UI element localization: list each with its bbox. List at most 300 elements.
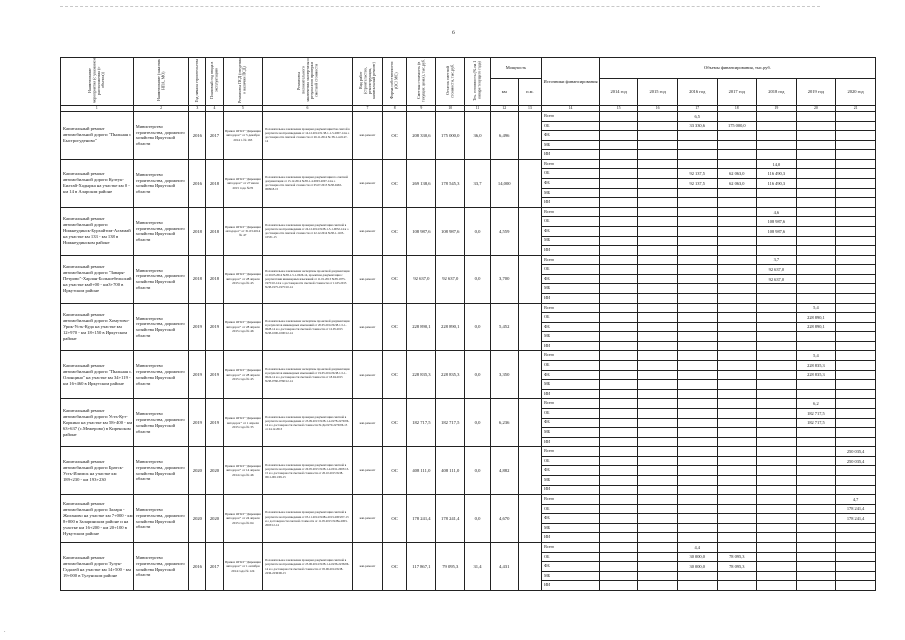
funding-value	[757, 437, 797, 447]
funding-value	[836, 179, 876, 189]
ownership: ОС	[382, 447, 407, 495]
funding-value	[717, 217, 757, 227]
funding-value	[599, 112, 637, 122]
funding-value	[599, 428, 637, 438]
psd-details: Приказ ОГКУ "Дирекция автодорог" от 28 апреля 2015 года № 45	[223, 255, 263, 303]
psd-details: Приказ ОГКУ "Дирекция автодорог" от 5 декабря 2014 г. № 163	[223, 112, 263, 160]
project-name: Капитальный ремонт автомобильной дороги "Пыльная с Быстрогуденово"	[61, 112, 134, 160]
funding-value	[836, 226, 876, 236]
funding-value: 178 241,4	[836, 514, 876, 524]
funding-value	[796, 246, 836, 256]
header-year-2017: 2017 год	[717, 79, 757, 106]
funding-value	[757, 543, 797, 553]
funding-value	[836, 562, 876, 572]
funding-source: Всего	[542, 447, 600, 457]
estimate-cost: 228 835,3	[407, 351, 436, 399]
funding-value	[796, 380, 836, 390]
funding-value	[638, 428, 678, 438]
funding-value	[757, 514, 797, 524]
funding-value	[836, 121, 876, 131]
funding-source: МБ	[542, 571, 600, 581]
funding-value	[796, 533, 836, 543]
funding-value	[836, 313, 876, 323]
funding-value	[757, 562, 797, 572]
funding-source: ФБ	[542, 179, 600, 189]
column-number: 7	[352, 106, 382, 112]
header-year-2014: 2014 год	[599, 79, 637, 106]
ownership: ОС	[382, 255, 407, 303]
funding-value	[599, 150, 637, 160]
funding-value	[796, 523, 836, 533]
funding-value	[638, 408, 678, 418]
funding-value	[757, 475, 797, 485]
funding-source: ИИ	[542, 198, 600, 208]
funding-value	[599, 169, 637, 179]
funding-value	[796, 581, 836, 591]
funding-value	[599, 246, 637, 256]
funding-value	[717, 447, 757, 457]
funding-value	[638, 265, 678, 275]
expertise-details: Положительное заключение экспертизы проектной документации и результатов инженерных изысканий от 20.05.2014 №38-1-5-1-0028-14 и о достоверности сметной стоимости от 12.05.2015 №38-1000-1000/12-14	[263, 303, 353, 351]
funding-source: Всего	[542, 112, 600, 122]
funding-value	[796, 140, 836, 150]
funding-value	[638, 313, 678, 323]
funding-value	[677, 408, 717, 418]
funding-value	[796, 265, 836, 275]
funding-value	[757, 389, 797, 399]
work-type: кап.ремонт	[352, 351, 382, 399]
work-type: кап.ремонт	[352, 112, 382, 160]
column-number: 2	[133, 106, 189, 112]
funding-value	[599, 265, 637, 275]
funding-value	[796, 274, 836, 284]
funding-value	[717, 437, 757, 447]
funding-value	[717, 456, 757, 466]
funding-value	[677, 313, 717, 323]
work-type: кап.ремонт	[352, 159, 382, 207]
psd-details: Приказ ОГКУ "Дирекция автодорог" от 24 апреля 2015 года № 64	[223, 495, 263, 543]
estimate-cost: 228 890,1	[407, 303, 436, 351]
expertise-details: Положительное заключение проверки документации сметной в результате воспроизведения от 05.11.2014 №38а-2013-2003/07-13 и о достоверности сметной стоимости от 11.05.2015 №38а-2003-2003/12-14	[263, 495, 353, 543]
funding-value	[796, 293, 836, 303]
funding-value	[717, 533, 757, 543]
end-year: 2017	[206, 543, 223, 591]
funding-value	[717, 571, 757, 581]
funding-value	[638, 322, 678, 332]
psd-details: Приказ ОГКУ "Дирекция автодорог" от 31.03.2014 № 47	[223, 207, 263, 255]
funding-source: ИИ	[542, 246, 600, 256]
header-year-2020: 2020 год	[836, 79, 876, 106]
funding-value	[599, 562, 637, 572]
header-col-psd: Реквизиты ПСД (сведения о наличии ПСД)	[223, 58, 263, 106]
funding-value: 182 717,5	[796, 418, 836, 428]
readiness: 0,0	[465, 303, 491, 351]
funding-value	[599, 552, 637, 562]
funding-value	[796, 456, 836, 466]
funding-value	[677, 418, 717, 428]
funding-value	[717, 159, 757, 169]
header-year-2015: 2015 год	[638, 79, 678, 106]
start-year: 2020	[189, 495, 206, 543]
remaining-cost: 108 987,6	[436, 207, 465, 255]
funding-value	[677, 198, 717, 208]
funding-value	[599, 399, 637, 409]
page-number: 6	[452, 30, 455, 36]
funding-value	[757, 552, 797, 562]
funding-source: Всего	[542, 351, 600, 361]
end-year: 2019	[206, 351, 223, 399]
project-name: Капитальный ремонт автомобильной дороги "Заваря-Петрово"-Харлан-Большебельский на участке км0+00 - км3+700 в Иркутском районе	[61, 255, 134, 303]
funding-value	[599, 523, 637, 533]
funding-value	[836, 370, 876, 380]
funding-value	[796, 121, 836, 131]
funding-value	[677, 131, 717, 141]
funding-value: 6,2	[796, 399, 836, 409]
funding-source: ОБ	[542, 121, 600, 131]
project-name: Капитальный ремонт автомобильной дороги Усть-Кут-Коркино на участке км 58+400 - км 63+637 (с.Межерово) в Киренском районе	[61, 399, 134, 447]
funding-value	[757, 399, 797, 409]
funding-value	[757, 523, 797, 533]
column-number: 9	[407, 106, 436, 112]
funding-value	[638, 361, 678, 371]
funding-value	[638, 380, 678, 390]
header-km: км	[490, 79, 518, 106]
funding-value: 30 000,0	[677, 562, 717, 572]
header-col-estimate: Сметная стоимость (в текущих ценах), тыс.руб.	[407, 58, 436, 106]
funding-value	[796, 447, 836, 457]
funding-value	[796, 332, 836, 342]
funding-value	[757, 428, 797, 438]
funding-value	[796, 495, 836, 505]
readiness: 0,0	[465, 351, 491, 399]
funding-value	[638, 351, 678, 361]
header-year-2019: 2019 год	[796, 79, 836, 106]
ownership: ОС	[382, 207, 407, 255]
funding-value	[836, 380, 876, 390]
funding-value	[638, 418, 678, 428]
end-year: 2020	[206, 447, 223, 495]
funding-source: Всего	[542, 303, 600, 313]
funding-value	[638, 179, 678, 189]
column-number: 19	[757, 106, 797, 112]
funding-value	[599, 159, 637, 169]
column-number: 5	[223, 106, 263, 112]
funding-value	[757, 341, 797, 351]
expertise-details: Положительное заключение проверки документации сметной в результате воспроизведения от 24.12.2014 №38-1-5-1-0032-14 и о достоверности сметной стоимости от 22.12.2014 №38-1-1103-10531-15	[263, 207, 353, 255]
funding-value	[757, 495, 797, 505]
funding-value: 4,4	[677, 543, 717, 553]
funding-value	[599, 581, 637, 591]
funding-value	[677, 226, 717, 236]
estimate-cost: 108 987,6	[407, 207, 436, 255]
header-col-remainder: Остаток сметной стоимости, тыс.руб.	[436, 58, 465, 106]
funding-value	[638, 150, 678, 160]
funding-value	[638, 332, 678, 342]
funding-value	[599, 274, 637, 284]
funding-value: 6,5	[677, 112, 717, 122]
scan-edge-line	[60, 6, 820, 7]
header-year-2018: 2018 год	[757, 79, 797, 106]
start-year: 2016	[189, 159, 206, 207]
start-year: 2020	[189, 447, 206, 495]
funding-value	[677, 523, 717, 533]
funding-source: Всего	[542, 207, 600, 217]
funding-value: 5,4	[796, 351, 836, 361]
column-number: 1	[61, 106, 134, 112]
funding-value	[677, 351, 717, 361]
funding-source: ОБ	[542, 361, 600, 371]
funding-value: 5,4	[796, 303, 836, 313]
funding-value	[757, 581, 797, 591]
capacity-km: 4,670	[490, 495, 518, 543]
column-number: 20	[796, 106, 836, 112]
funding-value	[638, 475, 678, 485]
funding-value	[599, 437, 637, 447]
funding-value: 175 000,0	[717, 121, 757, 131]
funding-value	[796, 341, 836, 351]
header-col-end-year: Плановый год ввода в эксплуатацию	[206, 58, 223, 106]
ownership: ОС	[382, 159, 407, 207]
project-customer: Министерство строительства, дорожного хозяйства Иркутской области	[133, 399, 189, 447]
funding-value	[599, 140, 637, 150]
column-number: 10	[436, 106, 465, 112]
column-number: 17	[677, 106, 717, 112]
work-type: кап.ремонт	[352, 399, 382, 447]
funding-value	[717, 361, 757, 371]
funding-value	[638, 437, 678, 447]
funding-value	[796, 562, 836, 572]
funding-value	[796, 514, 836, 524]
project-row	[61, 159, 876, 169]
funding-value: 92 137,5	[677, 169, 717, 179]
readiness: 0,0	[465, 495, 491, 543]
funding-value	[599, 121, 637, 131]
funding-value	[757, 121, 797, 131]
funding-value	[638, 466, 678, 476]
funding-value	[836, 428, 876, 438]
funding-source: ИИ	[542, 389, 600, 399]
ownership: ОС	[382, 399, 407, 447]
funding-value	[836, 466, 876, 476]
funding-value	[717, 188, 757, 198]
funding-value	[836, 552, 876, 562]
column-number: 16	[638, 106, 678, 112]
expertise-details: Положительное заключение проверки документации сметной в результате воспроизведения от 23.06.2014 №38-1-4-0236-2236/06-14 и о достоверности сметной стоимости от 05.06.2014 №38-2236-2236/06-15	[263, 543, 353, 591]
funding-value	[796, 543, 836, 553]
funding-value	[717, 236, 757, 246]
funding-value	[599, 131, 637, 141]
funding-source: ОБ	[542, 552, 600, 562]
funding-value	[599, 217, 637, 227]
funding-value: 78 095,3	[717, 562, 757, 572]
funding-value	[757, 198, 797, 208]
funding-value	[677, 495, 717, 505]
funding-value	[836, 341, 876, 351]
header-col-start-year: Год начала строительства	[189, 58, 206, 106]
funding-value	[638, 159, 678, 169]
funding-value	[638, 399, 678, 409]
end-year: 2018	[206, 159, 223, 207]
funding-value	[599, 198, 637, 208]
funding-value	[717, 284, 757, 294]
project-row	[61, 447, 876, 457]
funding-source: ИИ	[542, 581, 600, 591]
funding-value	[677, 514, 717, 524]
funding-value	[717, 389, 757, 399]
funding-value	[638, 370, 678, 380]
funding-value	[796, 169, 836, 179]
capacity-pm	[518, 399, 542, 447]
start-year: 2018	[189, 207, 206, 255]
funding-value	[638, 581, 678, 591]
funding-value	[677, 284, 717, 294]
funding-value	[599, 370, 637, 380]
funding-value	[836, 418, 876, 428]
funding-source: МБ	[542, 188, 600, 198]
project-customer: Министерство строительства, дорожного хозяйства Иркутской области	[133, 112, 189, 160]
funding-value	[599, 408, 637, 418]
funding-value	[836, 523, 876, 533]
funding-value	[836, 543, 876, 553]
funding-value	[717, 131, 757, 141]
funding-value	[836, 246, 876, 256]
header-col-capacity: Мощность	[490, 58, 541, 79]
funding-value	[638, 284, 678, 294]
column-number: 12	[490, 106, 518, 112]
funding-value	[638, 514, 678, 524]
funding-value	[796, 112, 836, 122]
funding-value: 78 095,3	[717, 552, 757, 562]
funding-source: МБ	[542, 523, 600, 533]
funding-value	[677, 293, 717, 303]
project-row	[61, 495, 876, 505]
funding-value	[638, 341, 678, 351]
funding-source: МБ	[542, 236, 600, 246]
funding-value	[796, 188, 836, 198]
funding-value: 14,0	[757, 159, 797, 169]
capacity-pm	[518, 112, 542, 160]
project-row	[61, 543, 876, 553]
readiness: 0,0	[465, 255, 491, 303]
estimate-cost: 182 717,5	[407, 399, 436, 447]
funding-value	[638, 485, 678, 495]
funding-value	[836, 159, 876, 169]
funding-value	[599, 303, 637, 313]
funding-value	[796, 255, 836, 265]
funding-value	[677, 504, 717, 514]
remaining-cost: 228 890,1	[436, 303, 465, 351]
capacity-km: 14,000	[490, 159, 518, 207]
funding-value	[796, 504, 836, 514]
funding-value: 62 063,0	[717, 179, 757, 189]
funding-source: МБ	[542, 475, 600, 485]
funding-value	[677, 274, 717, 284]
funding-value	[836, 581, 876, 591]
funding-source: Всего	[542, 159, 600, 169]
funding-value	[638, 236, 678, 246]
project-customer: Министерство строительства, дорожного хозяйства Иркутской области	[133, 351, 189, 399]
funding-value	[717, 495, 757, 505]
funding-value	[836, 255, 876, 265]
funding-source: ФБ	[542, 418, 600, 428]
funding-source: ФБ	[542, 466, 600, 476]
column-number: 4	[206, 106, 223, 112]
funding-value	[599, 226, 637, 236]
funding-value	[757, 236, 797, 246]
funding-value	[677, 456, 717, 466]
funding-source: ОБ	[542, 504, 600, 514]
funding-value	[638, 131, 678, 141]
funding-source: ФБ	[542, 370, 600, 380]
funding-value	[677, 140, 717, 150]
funding-value	[796, 475, 836, 485]
funding-value	[757, 313, 797, 323]
column-number: 11	[465, 106, 491, 112]
funding-value	[717, 351, 757, 361]
funding-value	[638, 121, 678, 131]
readiness: 0,0	[465, 447, 491, 495]
funding-value	[836, 265, 876, 275]
funding-value: 92 137,5	[677, 179, 717, 189]
end-year: 2019	[206, 399, 223, 447]
column-number: 13	[518, 106, 542, 112]
funding-value	[836, 293, 876, 303]
readiness: 33,7	[465, 159, 491, 207]
funding-value	[677, 150, 717, 160]
funding-value	[717, 504, 757, 514]
table-body	[61, 112, 876, 591]
funding-value	[717, 293, 757, 303]
funding-value	[717, 313, 757, 323]
funding-value	[757, 332, 797, 342]
column-number: 6	[263, 106, 353, 112]
funding-value	[836, 361, 876, 371]
funding-value: 116 490,3	[757, 179, 797, 189]
funding-value	[677, 571, 717, 581]
funding-source: ОБ	[542, 169, 600, 179]
funding-value	[677, 447, 717, 457]
psd-details: Приказ ОГКУ "Дирекция автодорог" от 28 апреля 2015 года № 45	[223, 351, 263, 399]
estimate-cost: 408 111,0	[407, 447, 436, 495]
project-name: Капитальный ремонт автомобильной дороги Тулун-Гадалей на участке км 14+500 - км 19+000 в Тулунском районе	[61, 543, 134, 591]
end-year: 2019	[206, 303, 223, 351]
ownership: ОС	[382, 303, 407, 351]
funding-source: ОБ	[542, 408, 600, 418]
funding-value	[599, 475, 637, 485]
funding-value	[717, 543, 757, 553]
funding-value	[638, 571, 678, 581]
funding-value	[757, 485, 797, 495]
funding-value	[638, 456, 678, 466]
funding-value	[677, 437, 717, 447]
funding-value: 4,7	[836, 495, 876, 505]
funding-value	[599, 389, 637, 399]
capacity-km: 4,431	[490, 543, 518, 591]
expertise-details: Положительное заключение проверки документации по сметной документации от 15.12.2014 №38-1-4-0003-2007-14 и о достоверности сметной стоимости от 05.07.2015 №38-0463-000918-15	[263, 159, 353, 207]
project-row	[61, 207, 876, 217]
funding-value	[836, 322, 876, 332]
ownership: ОС	[382, 495, 407, 543]
funding-value	[677, 217, 717, 227]
work-type: кап.ремонт	[352, 447, 382, 495]
header-year-2016: 2016 год	[677, 79, 717, 106]
funding-value	[796, 150, 836, 160]
funding-value	[836, 236, 876, 246]
funding-value	[638, 562, 678, 572]
funding-value	[757, 504, 797, 514]
remaining-cost: 175 000,0	[436, 112, 465, 160]
funding-source: Всего	[542, 495, 600, 505]
